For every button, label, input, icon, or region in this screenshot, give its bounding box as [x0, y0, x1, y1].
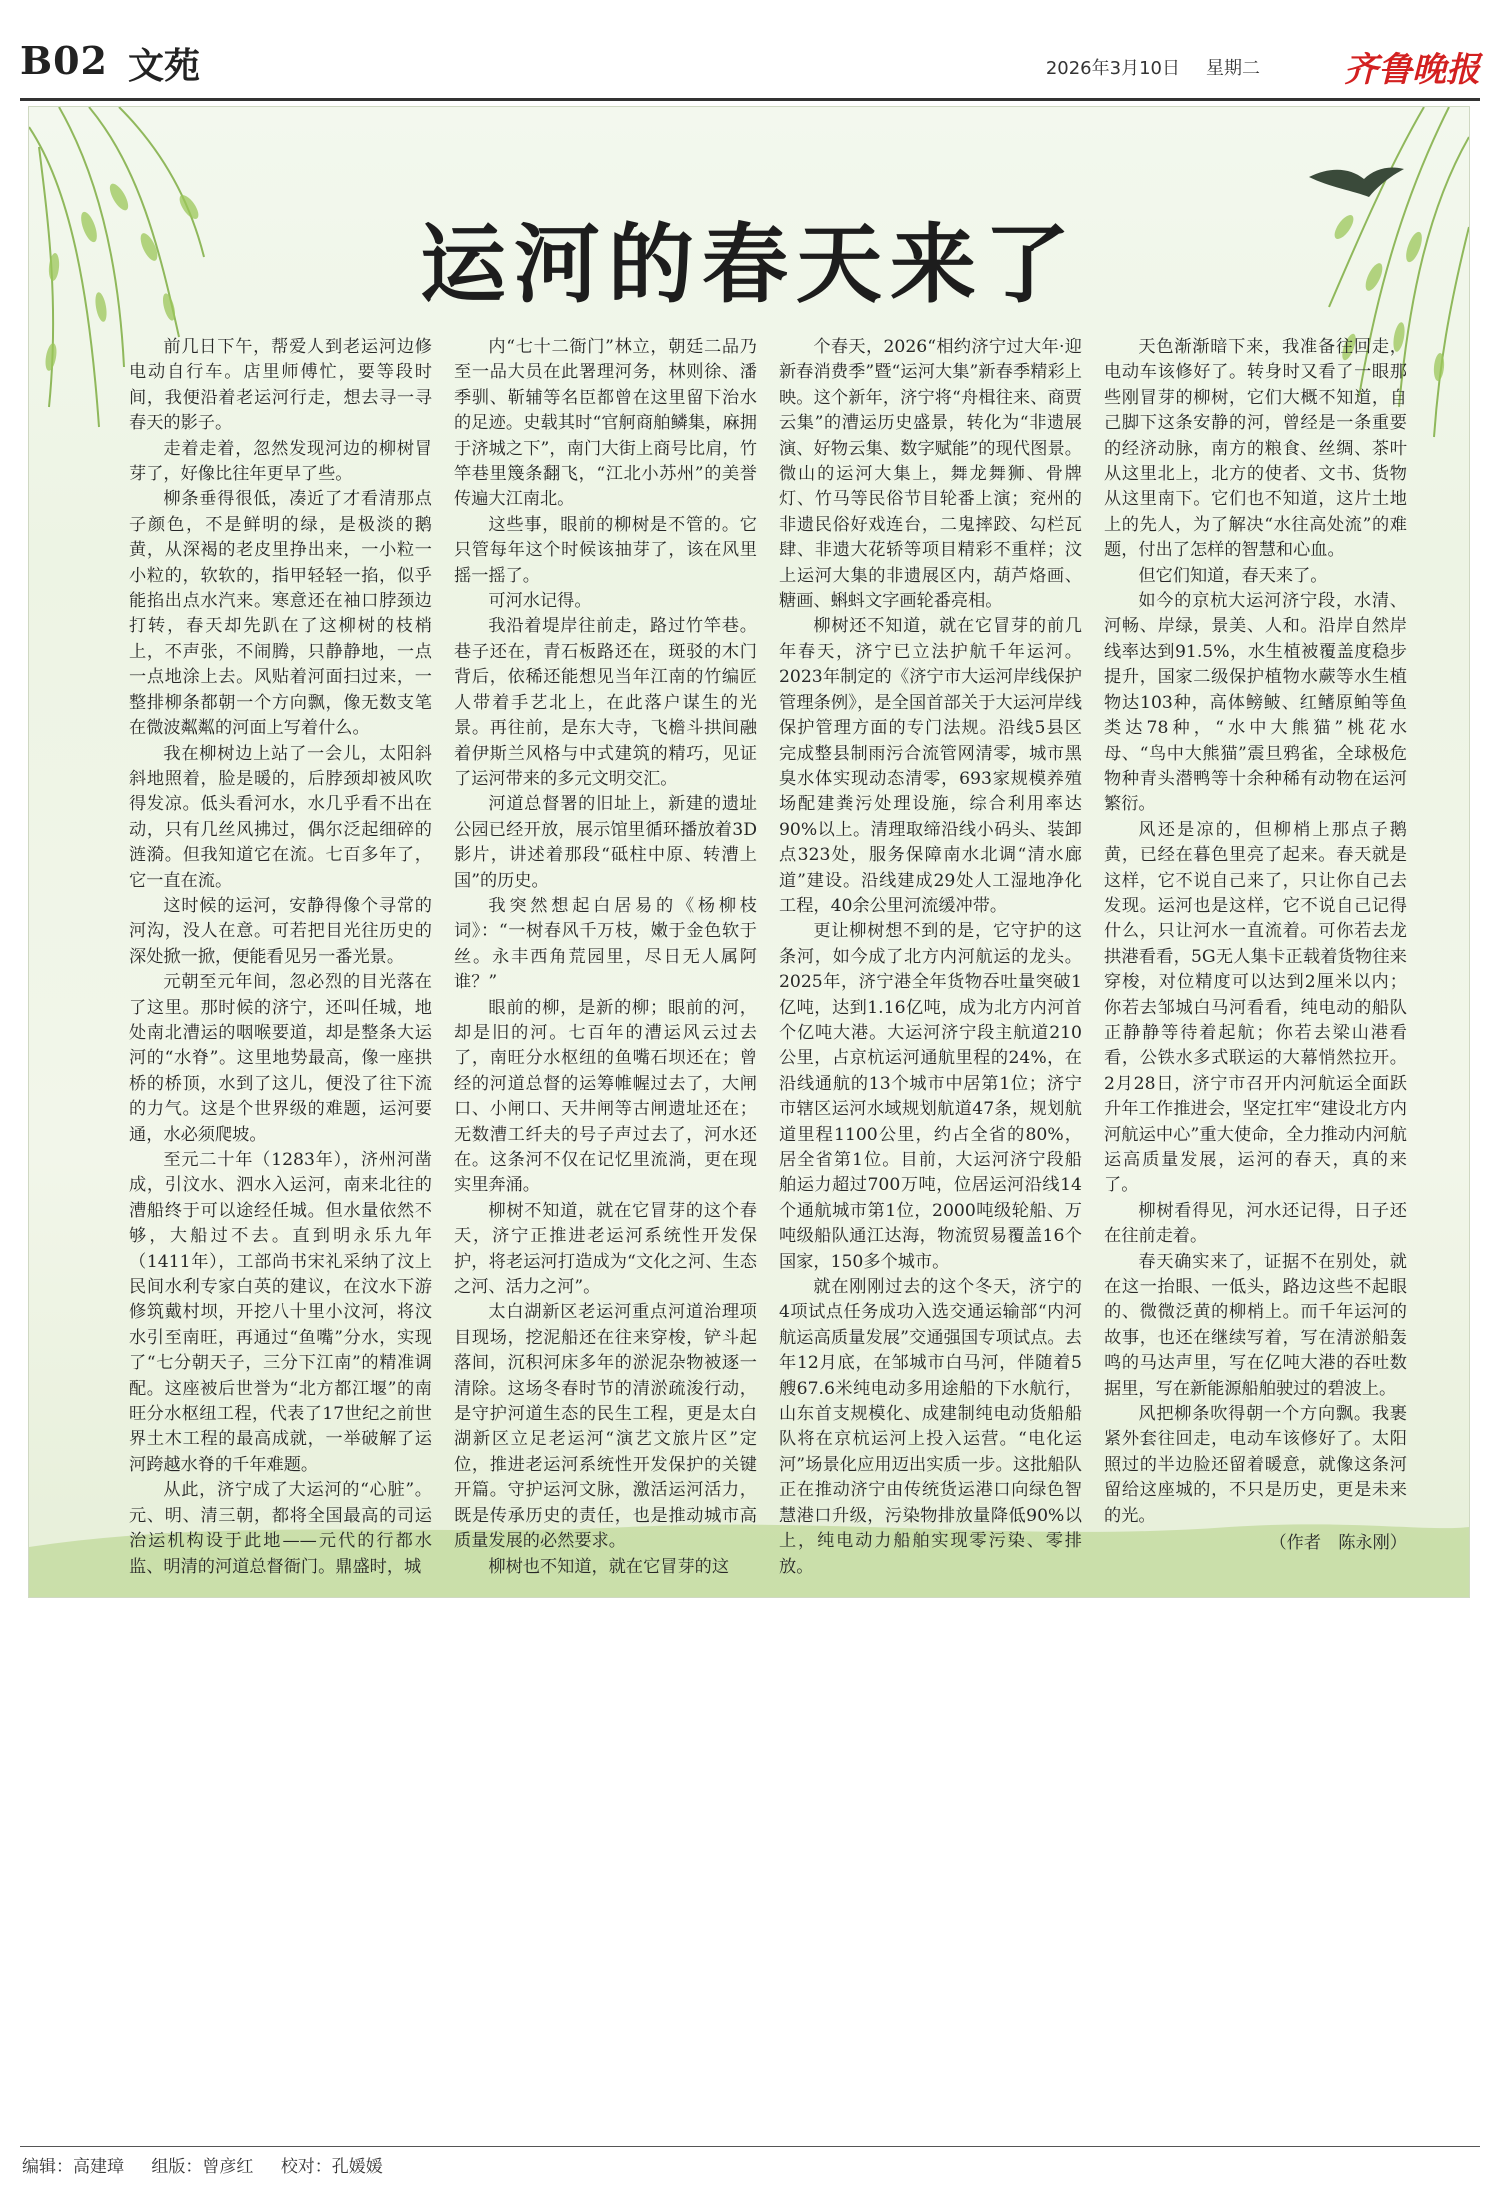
paragraph: 春天确实来了，证据不在别处，就在这一抬眼、一低头，路边这些不起眼的、微微泛黄的柳梢上。而千年运河的故事，也还在继续写着，写在清淤船轰鸣的马达声里，写在亿吨大港的吞吐数据里，写在新能源船舶驶过的碧波上。 — [1104, 1251, 1407, 1399]
swallow-icon — [1309, 167, 1404, 197]
paragraph: 这时候的运河，安静得像个寻常的河沟，没人在意。可若把目光往历史的深处掀一掀，便能看见另一番光景。 — [129, 895, 432, 967]
paragraph: 元朝至元年间，忽必烈的目光落在了这里。那时候的济宁，还叫任城，地处南北漕运的咽喉要道，却是整条大运河的“水脊”。这里地势最高，像一座拱桥的桥顶，水到了这儿，便没了往下流的力气。这是个世界级的难题，运河要通，水必须爬坡。 — [129, 972, 432, 1145]
article-column-2 — [454, 335, 757, 1577]
article-column-3 — [779, 335, 1082, 1577]
article-body — [129, 335, 1407, 1577]
paragraph: 河道总督署的旧址上，新建的遗址公园已经开放，展示馆里循环播放着3D影片，讲述着那段“砥柱中原、转漕上国”的历史。 — [454, 794, 757, 891]
paragraph: 我沿着堤岸往前走，路过竹竿巷。巷子还在，青石板路还在，斑驳的木门背后，依稀还能想见当年江南的竹编匠人带着手艺北上，在此落户谋生的光景。再往前，是东大寺，飞檐斗拱间融着伊斯兰风格与中式建筑的精巧，见证了运河带来的多元文明交汇。 — [454, 616, 757, 789]
paragraph: 太白湖新区老运河重点河道治理项目现场，挖泥船还在往来穿梭，铲斗起落间，沉积河床多年的淤泥杂物被逐一清除。这场冬春时节的清淤疏浚行动，是守护河道生态的民生工程，更是太白湖新区立足老运河“演艺文旅片区”定位，推进老运河系统性开发保护的关键开篇。守护运河文脉，激活运河活力，既是传承历史的责任，也是推动城市高质量发展的必然要求。 — [454, 1302, 757, 1552]
article-column-1 — [129, 335, 432, 1577]
author-byline: （作者 陈永刚） — [1269, 1533, 1407, 1554]
paragraph: 天色渐渐暗下来，我准备往回走，电动车该修好了。转身时又看了一眼那些刚冒芽的柳树，它们大概不知道，自己脚下这条安静的河，曾经是一条重要的经济动脉，南方的粮食、丝绸、茶叶从这里北上，北方的使者、文书、货物从这里南下。它们也不知道，这片土地上的先人，为了解决“水往高处流”的难题，付出了怎样的智慧和心血。 — [1104, 337, 1407, 561]
article-panel — [28, 106, 1470, 1598]
proofread-credit: 校对：孔媛媛 — [280, 2157, 383, 2177]
paragraph: 可河水记得。 — [488, 591, 592, 612]
paragraph: 前几日下午，帮爱人到老运河边修电动自行车。店里师傅忙，要等段时间，我便沿着老运河行走，想去寻一寻春天的影子。 — [129, 337, 432, 434]
paragraph: 更让柳树想不到的是，它守护的这条河，如今成了北方内河航运的龙头。2025年，济宁港全年货物吞吐量突破1亿吨，达到1.16亿吨，成为北方内河首个亿吨大港。大运河济宁段主航道210公里，占京杭运河通航里程的24%，在沿线通航的13个城市中居第1位；济宁市辖区运河水域规划航道47条，规划航道里程1100公里，约占全省的80%，居全省第1位。目前，大运河济宁段船舶运力超过700万吨，位居运河沿线14个通航城市第1位，2000吨级轮船、万吨级船队通江达海，物流贸易覆盖16个国家，150多个城市。 — [779, 921, 1082, 1272]
paragraph: 柳树不知道，就在它冒芽的这个春天，济宁正推进老运河系统性开发保护，将老运河打造成为“文化之河、生态之河、活力之河”。 — [454, 1200, 757, 1298]
header-rule — [20, 98, 1480, 101]
editor-credit: 编辑：高建璋 — [22, 2157, 124, 2177]
issue-weekday: 星期二 — [1206, 58, 1260, 79]
newspaper-logo: 齐鲁晚报 — [1344, 50, 1480, 90]
paragraph: 我在柳树边上站了一会儿，太阳斜斜地照着，脸是暖的，后脖颈却被风吹得发凉。低头看河水，水几乎看不出在动，只有几丝风拂过，偶尔泛起细碎的涟漪。但我知道它在流。七百多年了，它一直在流。 — [129, 743, 432, 891]
paragraph: 但它们知道，春天来了。 — [1138, 565, 1328, 586]
paragraph: 柳树看得见，河水还记得，日子还在往前走着。 — [1104, 1200, 1407, 1247]
page-header — [20, 38, 1480, 98]
paragraph: 风把柳条吹得朝一个方向飘。我裹紧外套往回走，电动车该修好了。太阳照过的半边脸还留着暖意，就像这条河留给这座城的，不只是历史，更是未来的光。 — [1104, 1404, 1407, 1526]
paragraph: 如今的京杭大运河济宁段，水清、河畅、岸绿，景美、人和。沿岸自然岸线率达到91.5%，水生植被覆盖度稳步提升，国家二级保护植物水蕨等水生植物达103种，高体鳑鲏、红鳍原鲌等鱼类达78种，“水中大熊猫”桃花水母、“鸟中大熊猫”震旦鸦雀，全球极危物种青头潜鸭等十余种稀有动物在运河繁衍。 — [1104, 591, 1407, 815]
paragraph: 柳树也不知道，就在它冒芽的这 — [488, 1556, 730, 1577]
article-title: 运河的春天来了 — [420, 214, 1078, 315]
layout-credit: 组版：曾彦红 — [151, 2157, 254, 2177]
paragraph: 眼前的柳，是新的柳；眼前的河，却是旧的河。七百年的漕运风云过去了，南旺分水枢纽的鱼嘴石坝还在；曾经的河道总督的运筹帷幄过去了，大闸口、小闸口、天井闸等古闸遗址还在；无数漕工纤夫的号子声过去了，河水还在。这条河不仅在记忆里流淌，更在现实里奔涌。 — [454, 997, 757, 1196]
paragraph: 至元二十年（1283年），济州河凿成，引汶水、泗水入运河，南来北往的漕船终于可以途经任城。但水量依然不够，大船过不去。直到明永乐九年（1411年），工部尚书宋礼采纳了汶上民间水利专家白英的建议，在汶水下游修筑戴村坝，开挖八十里小汶河，将汶水引至南旺，再通过“鱼嘴”分水，实现了“七分朝天子，三分下江南”的精准调配。这座被后世誉为“北方都江堰”的南旺分水枢纽工程，代表了17世纪之前世界土木工程的最高成就，一举破解了运河跨越水脊的千年难题。 — [129, 1150, 432, 1475]
paragraph: 走着走着，忽然发现河边的柳树冒芽了，好像比往年更早了些。 — [129, 438, 432, 485]
paragraph: 我突然想起白居易的《杨柳枝词》：“一树春风千万枝，嫩于金色软于丝。永丰西角荒园里，尽日无人属阿谁？” — [454, 895, 757, 993]
paragraph: 内“七十二衙门”林立，朝廷二品乃至一品大员在此署理河务，林则徐、潘季驯、靳辅等名臣都曾在这里留下治水的足迹。史载其时“官舸商舶鳞集，麻拥于济城之下”，南门大街上商号比肩，竹竿巷里篾条翻飞，“江北小苏州”的美誉传遍大江南北。 — [454, 337, 757, 510]
paragraph: 从此，济宁成了大运河的“心脏”。元、明、清三朝，都将全国最高的司运治运机构设于此地——元代的行都水监、明清的河道总督衙门。鼎盛时，城 — [129, 1480, 432, 1577]
paragraph: 柳树还不知道，就在它冒芽的前几年春天，济宁已立法护航千年运河。2023年制定的《济宁市大运河岸线保护管理条例》，是全国首部关于大运河岸线保护管理方面的专门法规。沿线5县区完成整县制雨污合流管网清零，城市黑臭水体实现动态清零，693家规模养殖场配建粪污处理设施，综合利用率达90%以上。清理取缔沿线小码头、装卸点323处，服务保障南水北调“清水廊道”建设。沿线建成29处人工湿地净化工程，40余公里河流缓冲带。 — [779, 616, 1082, 916]
page-code: B02 — [20, 38, 108, 83]
paragraph: 就在刚刚过去的这个冬天，济宁的4项试点任务成功入选交通运输部“内河航运高质量发展”交通强国专项试点。去年12月底，在邹城市白马河，伴随着5艘67.6米纯电动多用途船的下水航行，山东首支规模化、成建制纯电动货船船队将在京杭运河上投入运营。“电化运河”场景化应用迈出实质一步。这批船队正在推动济宁由传统货运港口向绿色智慧港口升级，污染物排放量降低90%以上，纯电动力船舶实现零污染、零排放。 — [779, 1277, 1082, 1577]
paragraph: 风还是凉的，但柳梢上那点子鹅黄，已经在暮色里亮了起来。春天就是这样，它不说自己来了，只让你自己去发现。运河也是这样，它不说自己记得什么，只让河水一直流着。可你若去龙拱港看看，5G无人集卡正载着货物往来穿梭，对位精度可以达到2厘米以内；你若去邹城白马河看看，纯电动的船队正静静等待着起航；你若去梁山港看看，公铁水多式联运的大幕悄然拉开。2月28日，济宁市召开内河航运全面跃升年工作推进会，坚定扛牢“建设北方内河航运中心”重大使命，全力推动内河航运高质量发展，运河的春天，真的来了。 — [1104, 819, 1407, 1196]
section-name: 文苑 — [128, 45, 201, 87]
paragraph: 这些事，眼前的柳树是不管的。它只管每年这个时候该抽芽了，该在风里摇一摇了。 — [454, 514, 757, 586]
footer-rule — [20, 2146, 1480, 2147]
article-column-4 — [1104, 335, 1407, 1554]
paragraph: 个春天，2026“相约济宁过大年·迎新春消费季”暨“运河大集”新春季精彩上映。这个新年，济宁将“舟楫往来、商贾云集”的漕运历史盛景，转化为“非遗展演、好物云集、数字赋能”的现代图景。微山的运河大集上，舞龙舞狮、骨牌灯、竹马等民俗节目轮番上演；兖州的非遗民俗好戏连台，二鬼摔跤、勾栏瓦肆、非遗大花轿等项目精彩不重样；汶上运河大集的非遗展区内，葫芦烙画、糖画、蝌蚪文字画轮番亮相。 — [779, 337, 1082, 612]
paragraph: 柳条垂得很低，凑近了才看清那点子颜色，不是鲜明的绿，是极淡的鹅黄，从深褐的老皮里挣出来，一小粒一小粒的，软软的，指甲轻轻一掐，似乎能掐出点水汽来。寒意还在袖口脖颈边打转，春天却先趴在了这柳树的枝梢上，不声张，不闹腾，只静静地，一点一点地涂上去。风贴着河面扫过来，一整排柳条都朝一个方向飘，像无数支笔在微波粼粼的河面上写着什么。 — [129, 489, 432, 739]
page-footer — [22, 2152, 405, 2177]
issue-date: 2026年3月10日 — [1045, 58, 1180, 79]
